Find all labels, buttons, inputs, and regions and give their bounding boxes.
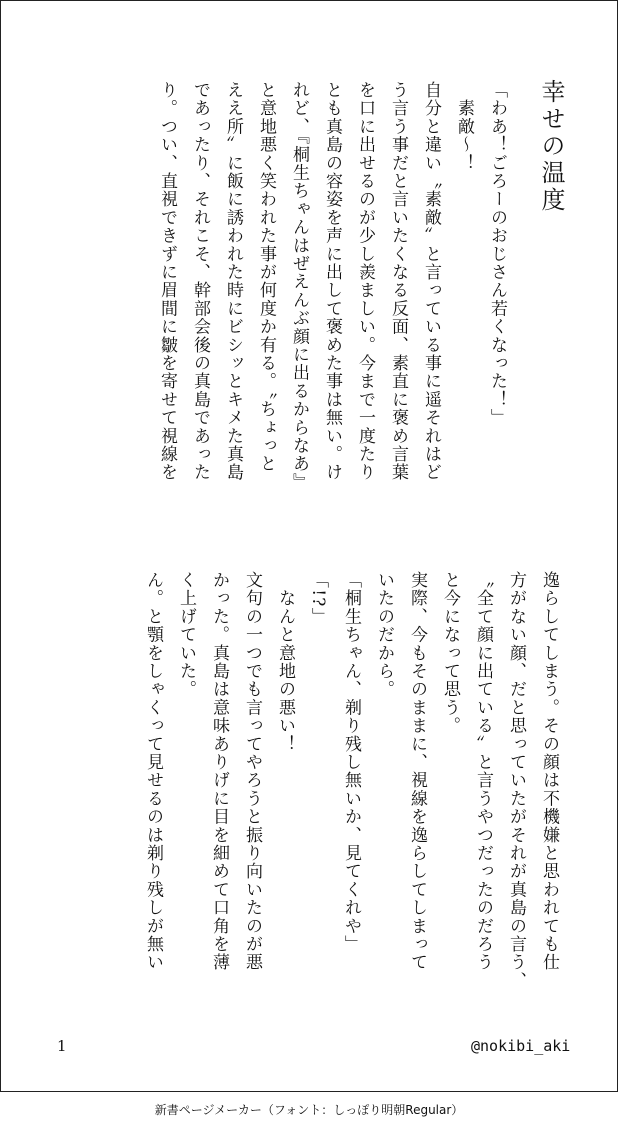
text-line: 「わあ！ごろーのおじさん若くなった！」 bbox=[487, 81, 507, 427]
page-number: 1 bbox=[57, 1037, 67, 1055]
text-line: とも真島の容姿を声に出して褒めた事は無い。け bbox=[322, 81, 342, 482]
text-line: う言う事だと言いたくなる反面、素直に褒め言葉 bbox=[388, 81, 408, 482]
text-line: く上げていた。 bbox=[176, 571, 196, 699]
text-line: いたのだから。 bbox=[374, 571, 394, 699]
text-line: ん。と顎をしゃくって見せるのは剃り残しが無い bbox=[143, 571, 163, 972]
lower-text-block bbox=[53, 571, 565, 1011]
text-line: れど、『桐生ちゃんはぜえんぶ顔に出るからなあ』 bbox=[289, 81, 309, 492]
text-line: 「!?」 bbox=[308, 571, 328, 626]
text-line: 逸らしてしまう。その顔は不機嫌と思われても仕 bbox=[539, 571, 559, 972]
text-line: 実際、今もそのままに、視線を逸らしてしまって bbox=[407, 571, 427, 972]
text-line: ええ所〟に飯に誘われた時にビシッとキメた真島 bbox=[223, 81, 243, 482]
text-line: り。つい、直視できずに眉間に皺を寄せて視線を bbox=[157, 81, 177, 482]
text-line: と今になって思う。 bbox=[440, 571, 460, 735]
upper-text-block bbox=[53, 81, 513, 541]
author-handle: @nokibi_aki bbox=[471, 1037, 571, 1055]
text-line: であったり、それこそ、幹部会後の真島であった bbox=[190, 81, 210, 482]
text-line: 自分と違い〝素敵〟と言っている事に遥それはど bbox=[421, 81, 441, 482]
story-title: 幸せの温度 bbox=[537, 79, 565, 214]
text-line: 「桐生ちゃん、剃り残し無いか、見てくれや」 bbox=[341, 571, 361, 954]
text-line: 素敵〜！ bbox=[454, 81, 474, 172]
text-line: なんと意地の悪い！ bbox=[275, 571, 295, 753]
text-line: 方がない顔、だと思っていたがそれが真島の言う、 bbox=[506, 571, 526, 990]
text-line: と意地悪く笑われた事が何度か有る。〝ちょっと bbox=[256, 81, 276, 473]
text-line: かった。真島は意味ありげに目を細めて口角を薄 bbox=[209, 571, 229, 972]
text-line: 〝全て顔に出ている〟と言うやつだったのだろう bbox=[473, 571, 493, 972]
text-line: 文句の一つでも言ってやろうと振り向いたのが悪 bbox=[242, 571, 262, 972]
footer-credit: 新書ページメーカー（フォント：しっぽり明朝Regular） bbox=[154, 1103, 464, 1117]
text-line: を口に出せるのが少し羨ましい。今まで一度たり bbox=[355, 81, 375, 482]
